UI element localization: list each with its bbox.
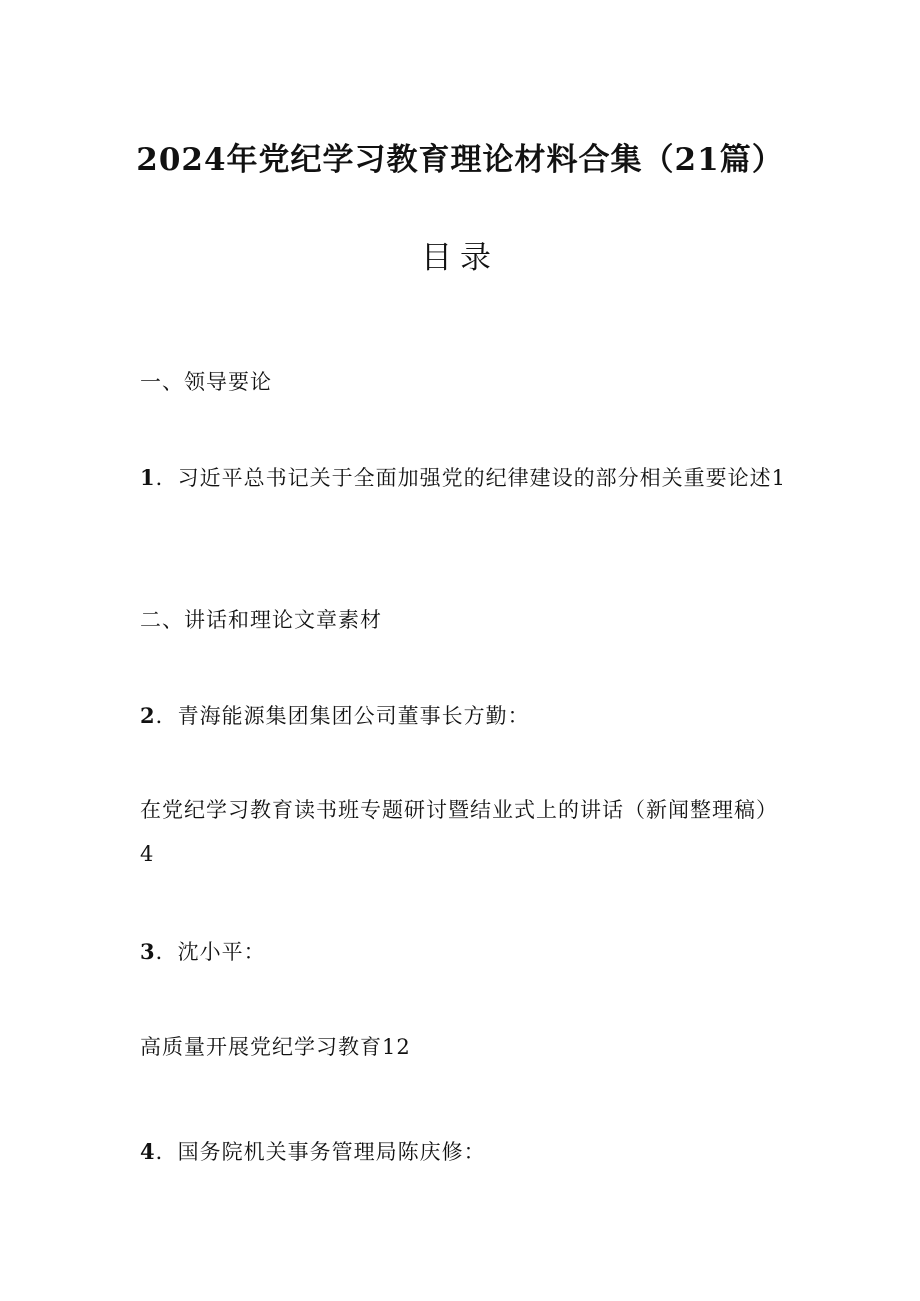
toc-item-3-text: ．沈小平： [155,940,266,964]
toc-item-2 [140,694,790,738]
toc-item-3-number: 3 [140,939,156,964]
toc-item-4-text: ．国务院机关事务管理局陈庆修： [155,1140,486,1164]
toc-item-3 [140,930,790,974]
toc-item-2-number: 2 [140,703,156,728]
toc-item-4-number: 4 [140,1139,156,1164]
toc-item-2-text: ．青海能源集团集团公司董事长方勤： [155,704,530,728]
toc-item-1-number: 1 [140,465,156,490]
document-title: 2024年党纪学习教育理论材料合集（21篇） [136,142,784,178]
toc-item-3-subtitle: 高质量开展党纪学习教育12 [140,1035,411,1059]
toc-item-1-text: ．习近平总书记关于全面加强党的纪律建设的部分相关重要论述1 [155,466,786,490]
toc-section-speeches: 二、讲话和理论文章素材 [140,608,382,632]
toc-item-2-subtitle: 在党纪学习教育读书班专题研讨暨结业式上的讲话（新闻整理稿）4 [140,798,778,866]
toc-section-leaders-remarks: 一、领导要论 [140,370,272,394]
toc-heading: 目录 [421,240,499,276]
toc-item-1 [140,456,790,500]
toc-item-4 [140,1130,790,1174]
